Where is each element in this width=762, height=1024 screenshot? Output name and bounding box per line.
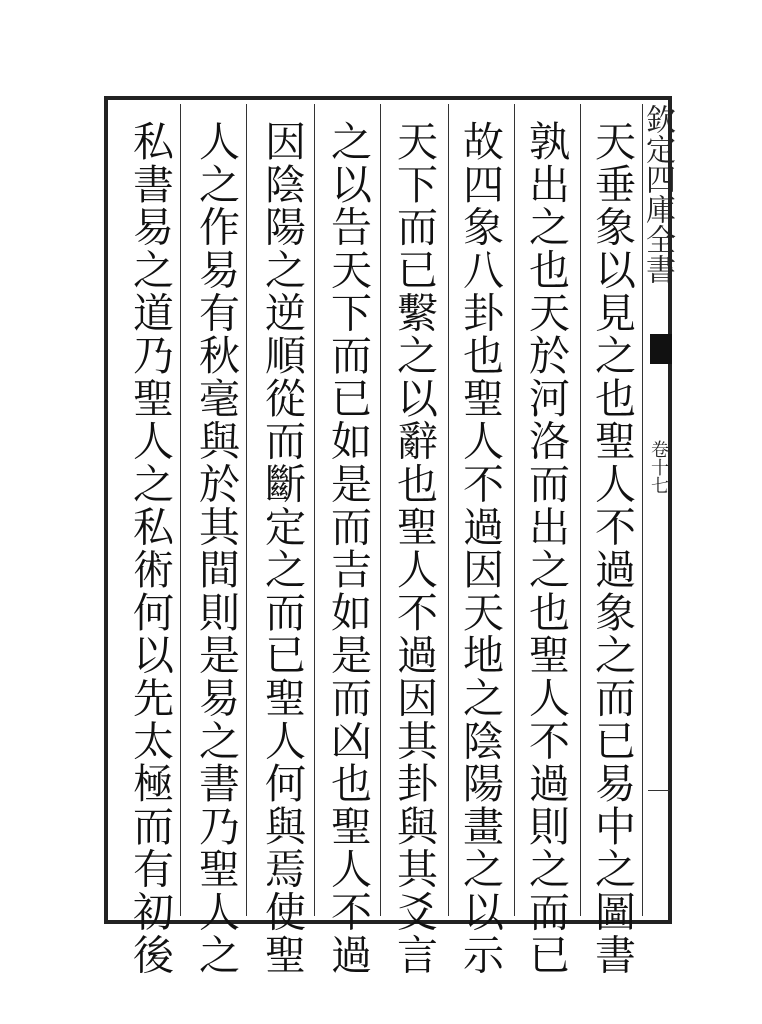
column-divider — [180, 104, 181, 916]
text-column-5: 之以告天下而已如是而吉如是而凶也聖人不過 — [324, 120, 372, 976]
column-divider — [448, 104, 449, 916]
text-column-7: 人之作易有秋毫與於其間則是易之書乃聖人之 — [192, 120, 240, 976]
column-divider — [514, 104, 515, 916]
text-column-2: 孰出之也天於河洛而出之也聖人不過則之而已 — [522, 120, 570, 976]
fishtail-mark — [650, 334, 672, 364]
juan-number: 卷十七 — [648, 440, 669, 494]
column-divider — [380, 104, 381, 916]
text-column-6: 因陰陽之逆順從而斷定之而已聖人何與焉使聖 — [258, 120, 306, 976]
column-divider — [314, 104, 315, 916]
text-column-3: 故四象八卦也聖人不過因天地之陰陽畫之以示 — [456, 120, 504, 976]
book-title: 欽定四庫全書 — [640, 104, 675, 284]
margin-tick — [648, 790, 670, 791]
text-column-8: 私書易之道乃聖人之私術何以先太極而有初後 — [126, 120, 174, 976]
text-column-1: 天垂象以見之也聖人不過象之而已易中之圖書 — [588, 120, 636, 976]
column-divider — [580, 104, 581, 916]
text-column-4: 天下而已繫之以辭也聖人不過因其卦與其爻言 — [390, 120, 438, 976]
column-divider — [246, 104, 247, 916]
